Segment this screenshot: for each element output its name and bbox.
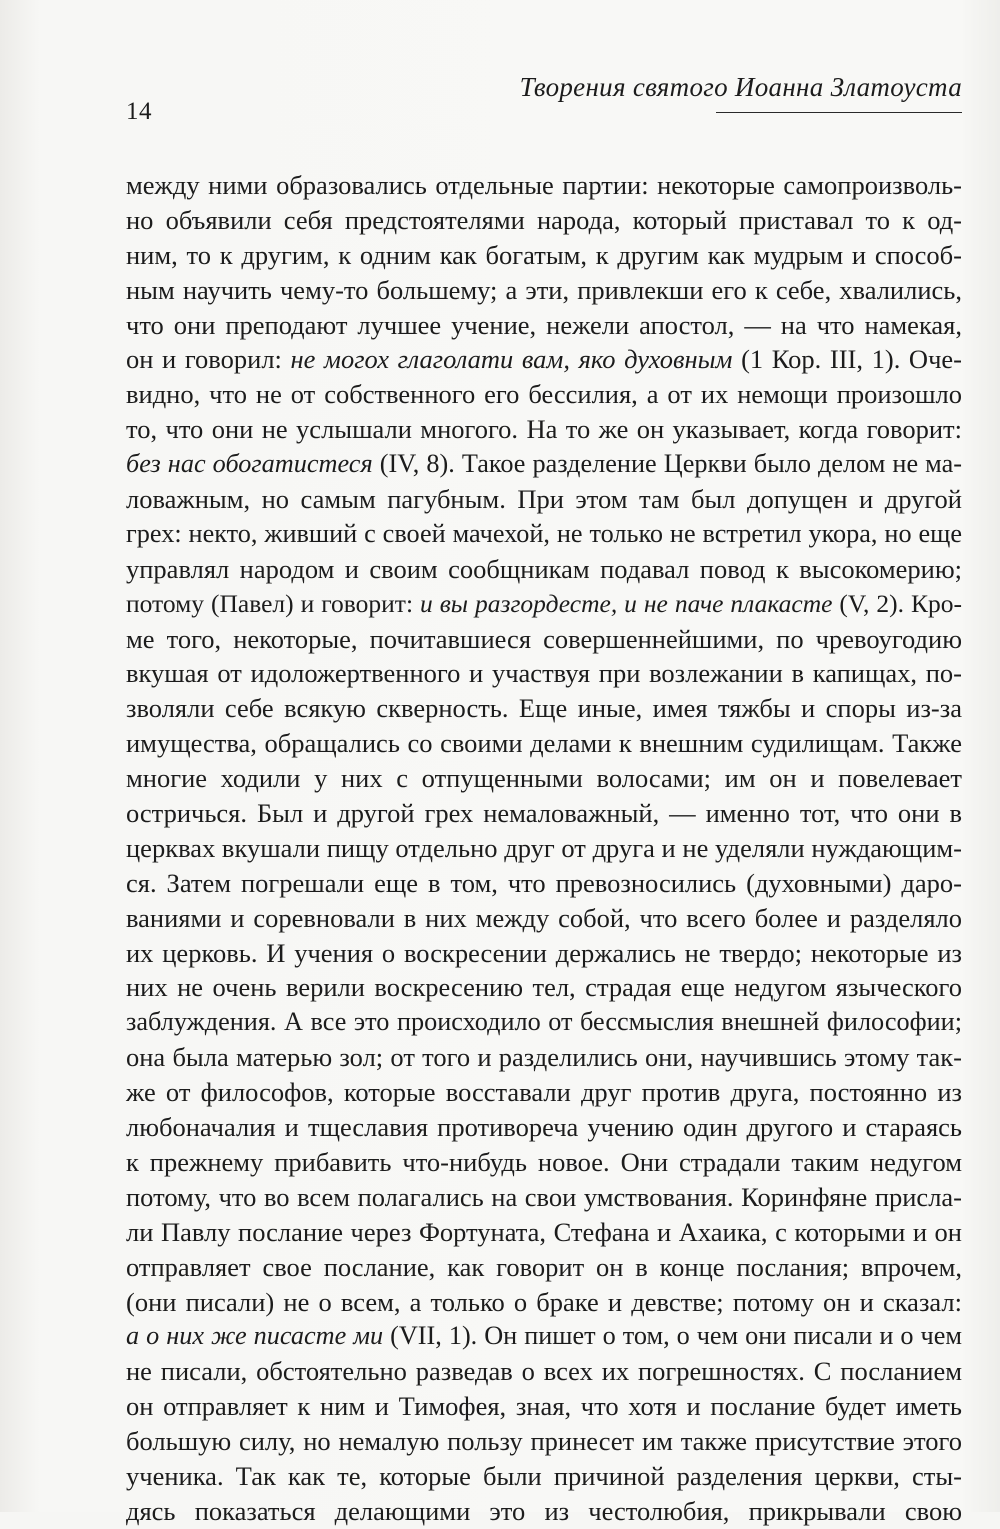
text-line bbox=[126, 168, 962, 203]
text-segment: между ними образовались отдельные партии: некоторые самопроизволь- bbox=[126, 170, 962, 200]
text-segment: (V, 2). Кро- bbox=[832, 588, 962, 618]
text-line bbox=[126, 1250, 962, 1285]
text-segment: дясь показаться делающими это из честолюбия, прикрывали свою bbox=[126, 1495, 962, 1526]
text-segment: (они писали) не о всем, а только о браке и девстве; потому он и сказал: bbox=[126, 1286, 962, 1317]
text-segment: она была матерью зол; от того и разделились они, научившись этому так- bbox=[126, 1042, 962, 1073]
text-line bbox=[126, 1075, 962, 1110]
text-segment: их церковь. И учения о воскресении держались не твердо; некоторые из bbox=[126, 937, 962, 968]
body-text bbox=[126, 168, 962, 1529]
text-line bbox=[126, 552, 962, 587]
text-line bbox=[126, 1005, 962, 1040]
text-line bbox=[126, 377, 962, 412]
text-line bbox=[126, 203, 962, 238]
text-line bbox=[126, 1389, 962, 1424]
text-line bbox=[126, 970, 962, 1005]
text-line bbox=[126, 517, 962, 552]
text-segment: них не очень верили воскресению тел, страдая еще недугом языческого bbox=[126, 972, 962, 1003]
text-segment: ся. Затем погрешали еще в том, что превозносились (духовными) даро- bbox=[126, 867, 962, 898]
text-line bbox=[126, 831, 962, 866]
text-segment: же от философов, которые восставали друг против друга, постоянно из bbox=[126, 1077, 962, 1108]
text-segment: то, что они не услышали многого. На то же он указывает, когда говорит: bbox=[126, 414, 962, 445]
text-segment: многие ходили у них с отпущенными волосами; им он и повелевает bbox=[126, 763, 962, 794]
page-number: 14 bbox=[126, 98, 152, 125]
text-segment: потому (Павел) и говорит: bbox=[126, 588, 420, 618]
text-line bbox=[126, 342, 962, 377]
text-segment: что они преподают лучшее учение, нежели апостол, — на что намекая, bbox=[126, 309, 962, 340]
italic-quote: и вы разгордесте, и не паче плакасте bbox=[420, 588, 833, 618]
text-line bbox=[126, 308, 962, 343]
text-segment: ме того, некоторые, почитавшиеся совершеннейшими, по чревоугодию bbox=[126, 623, 962, 654]
text-segment: ли Павлу послание через Фортуната, Стефана и Ахаика, с которыми и он bbox=[126, 1216, 962, 1247]
text-segment: ловажным, но самым пагубным. При этом там был допущен и другой bbox=[126, 484, 962, 515]
text-segment: ним, то к другим, к одним как богатым, к другим как мудрым и способ- bbox=[126, 239, 962, 270]
text-segment: имущества, обращались со своими делами к внешним судилищам. Также bbox=[126, 728, 962, 759]
text-line bbox=[126, 726, 962, 761]
text-line bbox=[126, 1459, 962, 1494]
text-segment: ученика. Так как те, которые были причиной разделения церкви, сты- bbox=[126, 1460, 962, 1491]
text-segment: он и говорил: bbox=[126, 344, 291, 375]
text-segment: но объявили себя предстоятелями народа, который приставал то к од- bbox=[126, 204, 962, 235]
text-segment: управлял народом и своим сообщникам подавал повод к высокомерию; bbox=[126, 553, 962, 584]
text-segment: не писали, обстоятельно разведав о всех их погрешностях. С посланием bbox=[126, 1356, 962, 1387]
text-line bbox=[126, 656, 962, 691]
text-line bbox=[126, 796, 962, 831]
running-title: Творения святого Иоанна Златоуста bbox=[519, 72, 962, 102]
text-segment: к прежнему прибавить что-нибудь новое. Они страдали таким недугом bbox=[126, 1146, 962, 1177]
text-line bbox=[126, 761, 962, 796]
text-line bbox=[126, 273, 962, 308]
header-rule bbox=[716, 112, 962, 113]
text-segment: (1 Кор. III, 1). Оче- bbox=[732, 344, 962, 375]
text-segment: ным научить чему-то большему; а эти, привлекши его к себе, хвалились, bbox=[126, 274, 962, 305]
text-line bbox=[126, 936, 962, 971]
text-segment: любоначалия и тщеславия противореча учению один другого и стараясь bbox=[126, 1112, 962, 1143]
text-segment: остричься. Был и другой грех немаловажный, — именно тот, что они в bbox=[126, 798, 962, 829]
text-line bbox=[126, 447, 962, 482]
text-segment: видно, что не от собственного его бессилия, а от их немощи произошло bbox=[126, 379, 962, 410]
text-line bbox=[126, 412, 962, 447]
text-segment: церквах вкушали пищу отдельно друг от друга и не уделяли нуждающим- bbox=[126, 832, 962, 863]
text-line bbox=[126, 1285, 962, 1320]
page-header bbox=[126, 72, 962, 130]
text-line bbox=[126, 1110, 962, 1145]
italic-quote: без нас обогатистеся bbox=[126, 449, 373, 479]
text-segment: отправляет свое послание, как говорит он в конце послания; впрочем, bbox=[126, 1251, 962, 1282]
text-segment: ваниями и соревновали в них между собой, что всего более и разделяло bbox=[126, 902, 962, 933]
text-line bbox=[126, 1424, 962, 1459]
text-segment: грех: некто, живший с своей мачехой, не только не встретил укора, но еще bbox=[126, 518, 962, 548]
text-segment: он отправляет к ним и Тимофея, зная, что хотя и послание будет иметь bbox=[126, 1391, 962, 1422]
text-segment: (IV, 8). Такое разделение Церкви было делом не ма- bbox=[372, 449, 962, 479]
text-segment: большую силу, но немалую пользу принесет им также присутствие этого bbox=[126, 1426, 962, 1457]
italic-quote: не могох глаголати вам, яко духовным bbox=[290, 344, 733, 375]
text-line bbox=[126, 866, 962, 901]
text-segment: потому, что во всем полагались на свои умствования. Коринфяне присла- bbox=[126, 1181, 962, 1212]
text-segment: зволяли себе всякую скверность. Еще иные, имея тяжбы и споры из-за bbox=[126, 693, 962, 724]
text-line bbox=[126, 238, 962, 273]
text-line bbox=[126, 901, 962, 936]
text-line bbox=[126, 622, 962, 657]
text-line bbox=[126, 482, 962, 517]
text-line bbox=[126, 1180, 962, 1215]
text-line bbox=[126, 1145, 962, 1180]
text-segment: вкушая от идоложертвенного и участвуя при возлежании в капищах, по- bbox=[126, 658, 962, 689]
text-line bbox=[126, 1354, 962, 1389]
text-line bbox=[126, 1215, 962, 1250]
text-line bbox=[126, 1040, 962, 1075]
text-line bbox=[126, 1319, 962, 1354]
italic-quote: а о них же писасте ми bbox=[126, 1321, 384, 1351]
text-line bbox=[126, 587, 962, 622]
text-line bbox=[126, 691, 962, 726]
text-segment: заблуждения. А все это происходило от бессмыслия внешней философии; bbox=[126, 1007, 962, 1037]
text-segment: (VII, 1). Он пишет о том, о чем они писали и о чем bbox=[383, 1321, 962, 1351]
text-line bbox=[126, 1494, 962, 1529]
